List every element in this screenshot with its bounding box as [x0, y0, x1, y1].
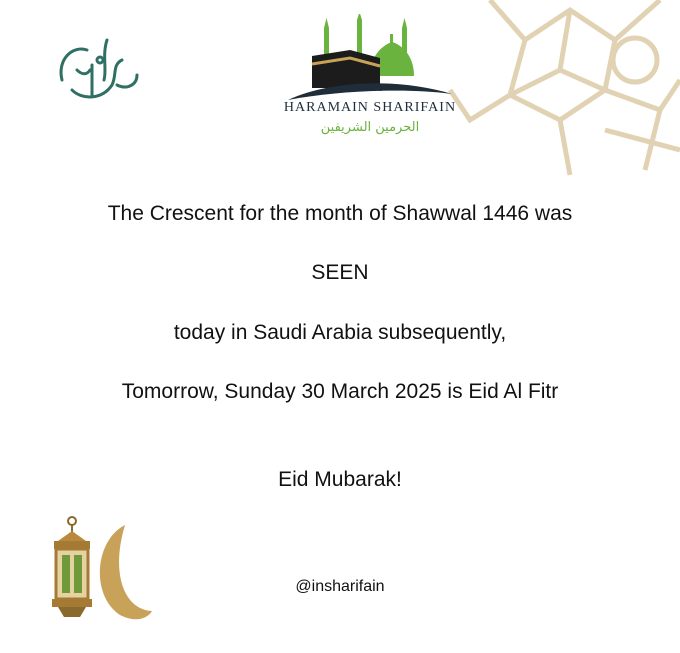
announcement-line-4: Tomorrow, Sunday 30 March 2025 is Eid Al Fitr [121, 380, 559, 403]
calligraphy-icon [52, 30, 142, 110]
social-handle: @insharifain [295, 578, 385, 595]
announcement-line-1: The Crescent for the month of Shawwal 1446 was [107, 202, 573, 225]
brand-name: HARAMAIN SHARIFAIN [283, 100, 457, 115]
brand-name-arabic: الحرمين الشريفين [320, 120, 420, 135]
lantern-crescent-icon [40, 515, 155, 625]
geometric-pattern-icon [430, 0, 680, 185]
kaaba-mosque-logo-icon [280, 14, 460, 104]
logo [280, 14, 460, 144]
announcement-line-2: SEEN [311, 261, 369, 284]
announcement-line-3: today in Saudi Arabia subsequently, [173, 321, 507, 344]
eid-greeting: Eid Mubarak! [278, 468, 402, 491]
